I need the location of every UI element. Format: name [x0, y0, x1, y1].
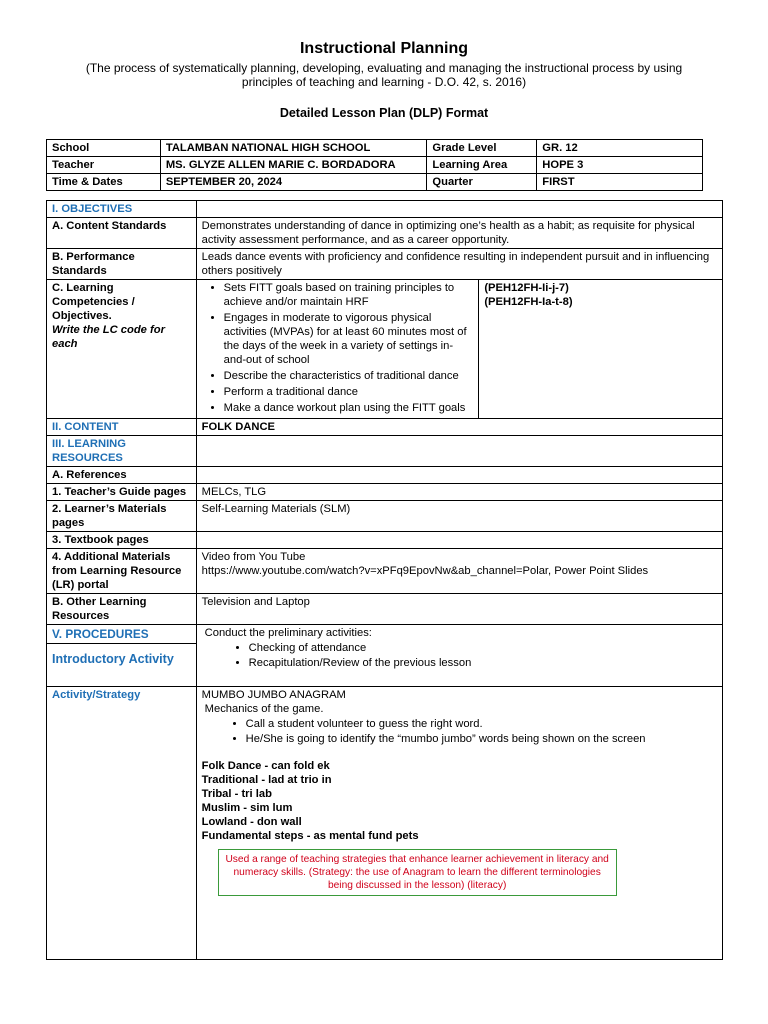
learning-competencies-note: Write the LC code for each: [52, 324, 165, 350]
lc-codes-cell: [479, 280, 723, 419]
list-item: • Sets FITT goals based on training principles to achieve and/or maintain HRF: [224, 281, 474, 309]
row-content: [47, 419, 723, 436]
school-label: School: [47, 140, 161, 157]
lesson-plan-table: [46, 200, 723, 960]
content-label: II. CONTENT: [47, 419, 197, 436]
grade-label: Grade Level: [427, 140, 537, 157]
performance-standards-label: B. Performance Standards: [47, 249, 197, 280]
row-references: [47, 467, 723, 484]
learning-competencies-cell: [47, 280, 197, 419]
learners-materials-value: Self-Learning Materials (SLM): [196, 501, 722, 532]
activity-strategy-label: Activity/Strategy: [47, 687, 197, 960]
learning-resources-label: III. LEARNING RESOURCES: [47, 436, 197, 467]
anagram-item: Traditional - lad at trio in: [201, 774, 332, 786]
learning-competencies-label: C. Learning Competencies / Objectives.: [52, 282, 135, 322]
row-learners-materials: [47, 501, 723, 532]
teacher-label: Teacher: [47, 157, 161, 174]
page-title: Instructional Planning: [299, 40, 468, 57]
anagram-item: Muslim - sim lum: [201, 802, 293, 814]
list-item: • Engages in moderate to vigorous physical activities (MVPAs) for at least 60 minutes most of the days of the week in a variety of settings in-and-out of school: [224, 311, 474, 367]
info-row-time: [47, 174, 703, 191]
content-value: FOLK DANCE: [196, 419, 722, 436]
other-resources-label: B. Other Learning Resources: [47, 594, 197, 625]
row-additional-materials: [47, 549, 723, 594]
row-learning-competencies: [47, 280, 723, 419]
other-resources-value: Television and Laptop: [196, 594, 722, 625]
row-textbook: [47, 532, 723, 549]
time-value: SEPTEMBER 20, 2024: [160, 174, 427, 191]
procedures-list: [205, 641, 717, 670]
info-row-school: [47, 140, 703, 157]
row-teachers-guide: [47, 484, 723, 501]
objectives-label: I. OBJECTIVES: [47, 201, 197, 218]
procedures-intro: Conduct the preliminary activities:: [204, 627, 372, 639]
textbook-label: 3. Textbook pages: [47, 532, 197, 549]
row-procedures: [47, 625, 723, 687]
introductory-activity-label: Introductory Activity: [52, 652, 174, 666]
performance-standards-value: Leads dance events with proficiency and confidence resulting in independent pursuit and in influencing others positively: [196, 249, 722, 280]
additional-materials-cell: [196, 549, 722, 594]
row-performance-standards: [47, 249, 723, 280]
teacher-value: MS. GLYZE ALLEN MARIE C. BORDADORA: [160, 157, 427, 174]
additional-materials-label: 4. Additional Materials from Learning Resource (LR) portal: [47, 549, 197, 594]
anagram-item: Lowland - don wall: [201, 816, 302, 828]
learners-materials-label: 2. Learner’s Materials pages: [47, 501, 197, 532]
list-item: • Checking of attendance: [249, 641, 717, 655]
format-heading: Detailed Lesson Plan (DLP) Format: [279, 106, 489, 120]
additional-materials-link: https://www.youtube.com/watch?v=xPFq9EpovNw&ab_channel=Polar, Power Point Slides: [201, 565, 649, 577]
row-content-standards: [47, 218, 723, 249]
activity-strategy-content: [196, 687, 722, 960]
anagram-item: Tribal - tri lab: [201, 788, 272, 800]
game-mechanics: Mechanics of the game.: [204, 703, 324, 715]
procedures-content: [196, 625, 722, 687]
area-value: HOPE 3: [537, 157, 703, 174]
learning-competencies-list: [202, 281, 474, 415]
quarter-label: Quarter: [427, 174, 537, 191]
procedures-cell: [47, 625, 197, 687]
school-value: TALAMBAN NATIONAL HIGH SCHOOL: [160, 140, 427, 157]
lc-code: (PEH12FH-Ii-j-7): [484, 282, 569, 294]
content-standards-label: A. Content Standards: [47, 218, 197, 249]
content-standards-value: Demonstrates understanding of dance in optimizing one’s health as a habit; as requisite for physical activity assessment performance, and as a career opportunity.: [196, 218, 722, 249]
row-objectives: [47, 201, 723, 218]
additional-materials-line: Video from You Tube: [201, 551, 306, 563]
time-label: Time & Dates: [47, 174, 161, 191]
area-label: Learning Area: [427, 157, 537, 174]
references-label: A. References: [47, 467, 197, 484]
game-list: [202, 717, 717, 746]
list-item: • Recapitulation/Review of the previous lesson: [249, 656, 717, 670]
lc-code: (PEH12FH-Ia-t-8): [484, 296, 573, 308]
anagram-item: Folk Dance - can fold ek: [201, 760, 330, 772]
teachers-guide-label: 1. Teacher’s Guide pages: [47, 484, 197, 501]
page-subtitle: (The process of systematically planning, developing, evaluating and managing the instructional process by using principles of teaching and learning - D.O. 42, s. 2016): [85, 61, 683, 89]
list-item: • Describe the characteristics of traditional dance: [224, 369, 474, 383]
anagram-item: Fundamental steps - as mental fund pets: [201, 830, 419, 842]
list-item: • Call a student volunteer to guess the right word.: [246, 717, 717, 731]
strategy-note-box: Used a range of teaching strategies that enhance learner achievement in literacy and numeracy skills. (Strategy: the use of Anagram to learn the different terminologies being discussed in the lesson) (literacy): [218, 849, 617, 896]
info-table: [46, 139, 703, 191]
row-learning-resources: [47, 436, 723, 467]
list-item: • Make a dance workout plan using the FITT goals: [224, 401, 474, 415]
list-item: • He/She is going to identify the “mumbo jumbo” words being shown on the screen: [246, 732, 717, 746]
info-row-teacher: [47, 157, 703, 174]
quarter-value: FIRST: [537, 174, 703, 191]
row-activity-strategy: [47, 687, 723, 960]
row-other-resources: [47, 594, 723, 625]
grade-value: GR. 12: [537, 140, 703, 157]
game-title: MUMBO JUMBO ANAGRAM: [201, 689, 346, 701]
list-item: • Perform a traditional dance: [224, 385, 474, 399]
learning-competencies-list-cell: [196, 280, 479, 419]
teachers-guide-value: MELCs, TLG: [196, 484, 722, 501]
procedures-label: V. PROCEDURES: [47, 625, 196, 644]
